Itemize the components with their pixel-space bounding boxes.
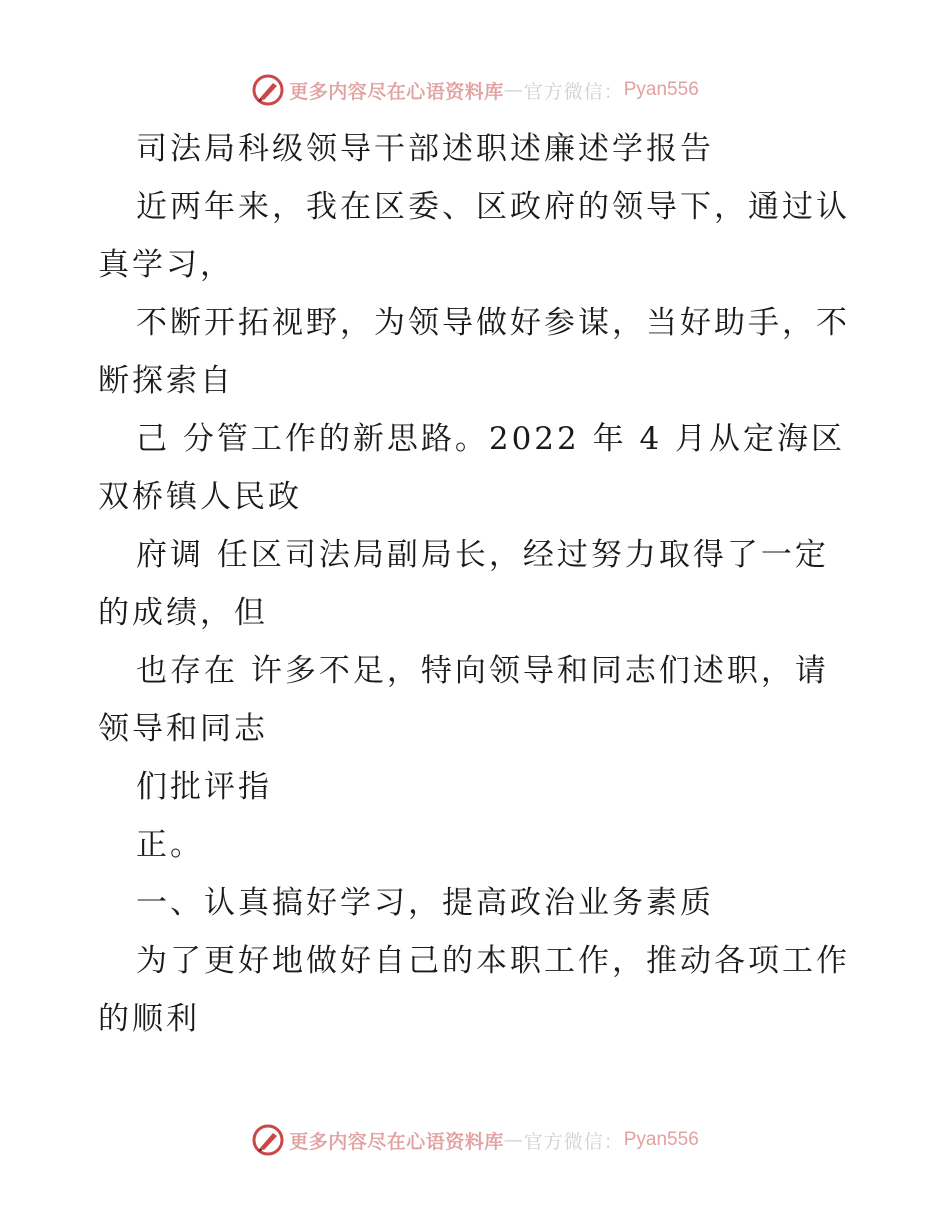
section-heading: 一、认真搞好学习，提高政治业务素质 [136,885,714,921]
text-line: 的顺利 [98,1001,200,1037]
text-line: 也存在 许多不足，特向领导和同志们述职，请 [136,653,829,689]
watermark-main-text: 更多内容尽在心语资料库 [289,1130,504,1153]
text-line: 双桥镇人民政 [98,479,302,515]
text-line: 的成绩，但 [98,595,268,631]
text-line: 近两年来，我在区委、区政府的领导下，通过认 [136,189,850,225]
watermark-sub-text: 官方微信： [523,80,624,103]
document-title: 司法局科级领导干部述职述廉述学报告 [136,131,714,167]
text-line: 真学习， [98,247,234,283]
text-line: 正。 [136,827,204,863]
header-watermark [0,70,950,110]
text-line: 府调 任区司法局副局长，经过努力取得了一定 [136,537,829,573]
pen-logo-icon [251,1123,285,1157]
watermark-wechat-id: Pyan556 [623,79,699,100]
text-line: 断探索自 [98,363,234,399]
footer-watermark [0,1120,950,1160]
text-line: 不断开拓视野，为领导做好参谋，当好助手，不 [136,305,850,341]
text-line: 们批评指 [136,769,272,805]
watermark-separator: — [503,1129,524,1151]
text-line: 己 分管工作的新思路。2022 年 4 月从定海区 [136,421,846,457]
watermark-wechat-id: Pyan556 [623,1129,699,1150]
watermark-main-text: 更多内容尽在心语资料库 [289,80,504,103]
document-body [98,120,858,1048]
watermark-sub-text: 官方微信： [523,1130,624,1153]
pen-logo-icon [251,73,285,107]
text-line: 为了更好地做好自己的本职工作，推动各项工作 [136,943,850,979]
watermark-separator: — [503,79,524,101]
text-line: 领导和同志 [98,711,268,747]
